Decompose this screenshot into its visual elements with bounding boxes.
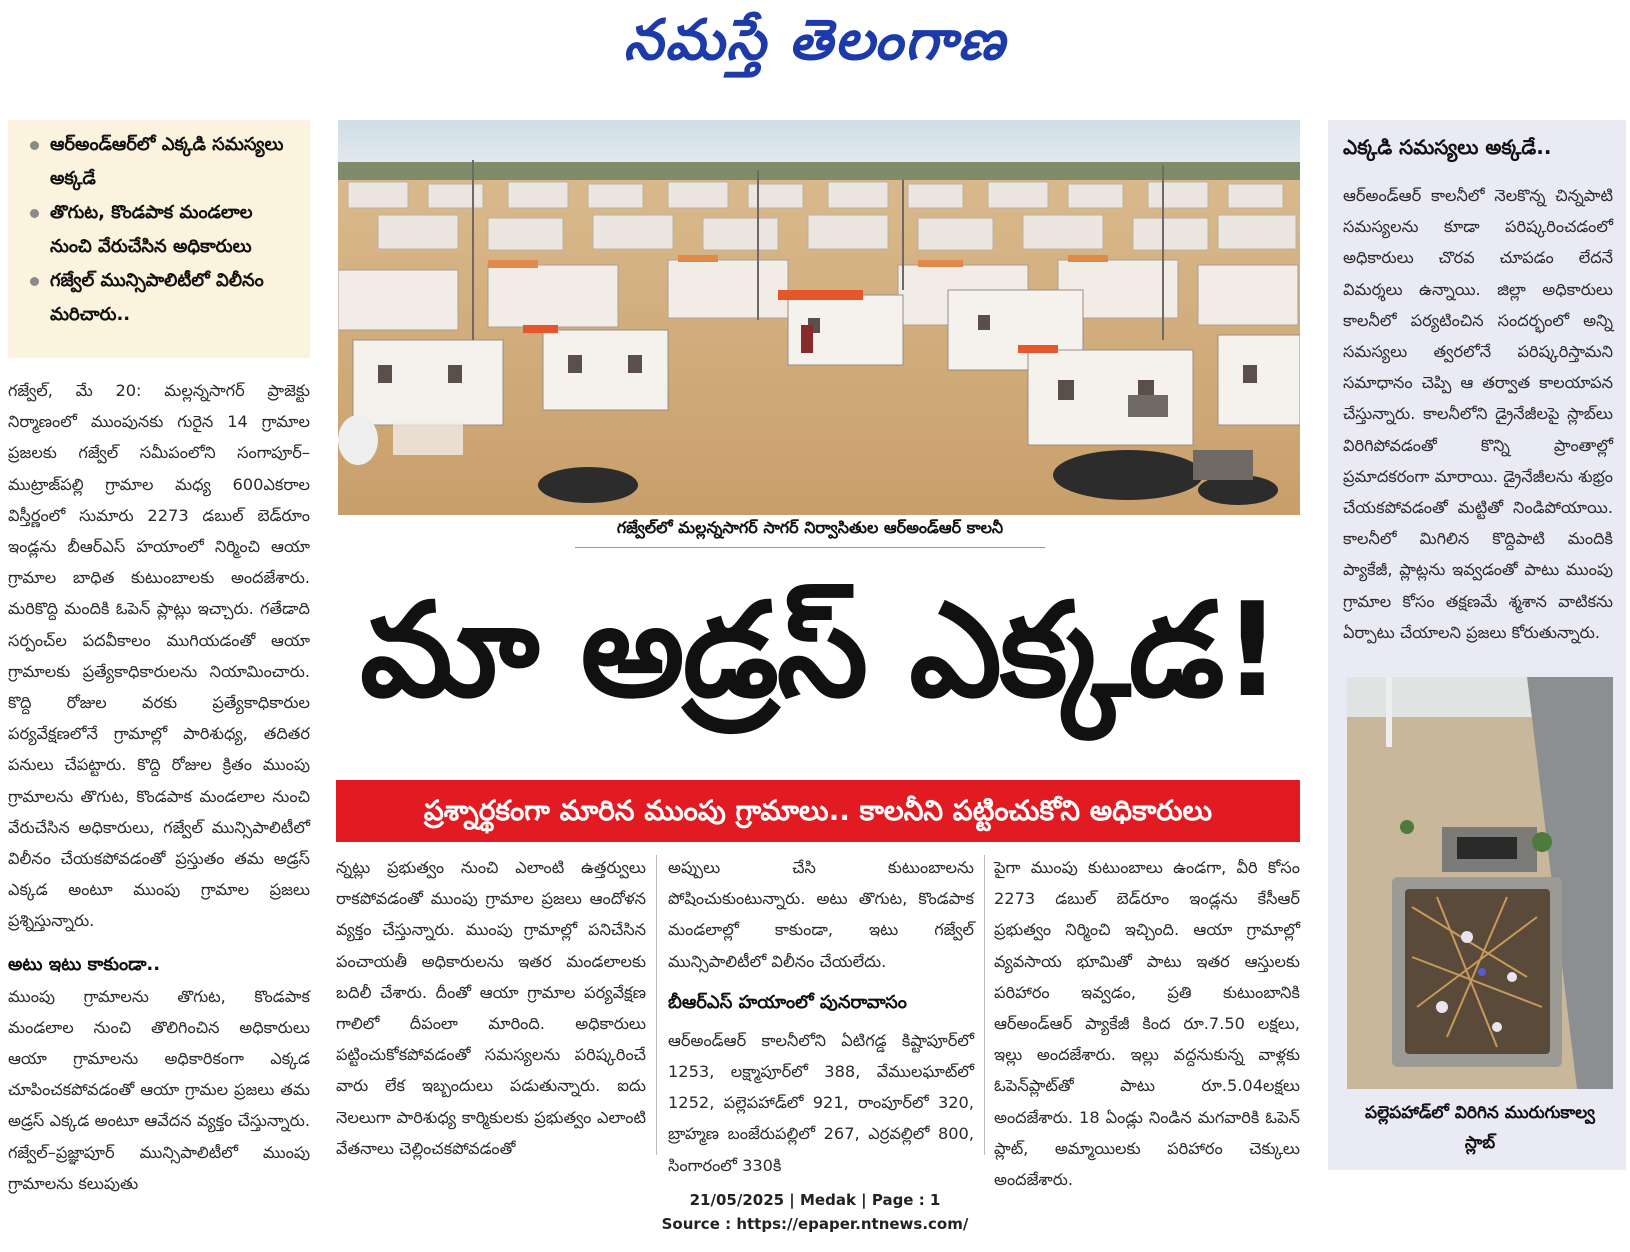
- subheadline-banner: ప్రశ్నార్థకంగా మారిన ముంపు గ్రామాలు.. కాలనీని పట్టించుకోని అధికారులు: [336, 780, 1300, 842]
- article-subhead: అటు ఇటు కాకుండా..: [8, 953, 161, 975]
- source-link[interactable]: Source : https://epaper.ntnews.com/: [661, 1215, 969, 1233]
- highlight-item: గజ్వేల్ మున్సిపాలిటీలో విలీనం మరిచారు..: [30, 264, 300, 332]
- sidebar-heading: ఎక్కడి సమస్యలు అక్కడే..: [1343, 135, 1552, 159]
- article-column-3: [668, 852, 974, 1181]
- edition-info: 21/05/2025 | Medak | Page : 1: [689, 1191, 941, 1209]
- masthead-logo: నమస్తే తెలంగాణ: [623, 8, 1007, 73]
- article-column-1: [8, 375, 310, 1199]
- drain-photo: [1347, 677, 1613, 1089]
- highlight-item: తొగుట, కొండపాక మండలాల నుంచి వేరుచేసిన అధికారులు: [30, 196, 300, 264]
- headline: మా అడ్రస్ ఎక్కడ!: [360, 574, 1280, 726]
- column-divider: [656, 855, 657, 1155]
- colony-photo: [338, 120, 1300, 515]
- article-column-2: న్నట్లు ప్రభుత్వం నుంచి ఎలాంటి ఉత్తర్వులు రాకపోవడంతో ముంపు గ్రామాల ప్రజలు ఆందోళన వ్యక్తం చేస్తున్నారు. ముంపు గ్రామాల్లో పనిచేసిన పంచాయతీ అధికారులను ఇతర మండలాలకు బదిలీ చేశారు. దీంతో ఆయా గ్రామాల పర్యవేక్షణ గాలిలో దీపంలా మారింది. అధికారులు పట్టించుకోకపోవడంతో సమస్యలను పరిష్కరించే వారు లేక ఇబ్బందులు పడుతున్నారు. ఐదు నెలలుగా పారిశుధ్య కార్మికులకు ప్రభుత్వం ఎలాంటి వేతనాలు చెల్లించకపోవడంతో: [336, 858, 646, 1158]
- article-paragraph: గజ్వేల్, మే 20: మల్లన్నసాగర్ ప్రాజెక్టు నిర్మాణంలో ముంపునకు గురైన 14 గ్రామాల ప్రజలకు గజ్వేల్ సమీపంలోని సంగాపూర్–ముట్రాజ్‌పల్లి గ్రామాల మధ్య 600ఎకరాల విస్తీర్ణంలో సుమారు 2273 డబుల్ బెడ్‌రూం ఇండ్లను బీఆర్‌ఎస్ హయాంలో నిర్మించి ఆయా గ్రామాల బాధిత కుటుంబాలకు అందజేశారు. మరికొద్ది మందికి ఓపెన్ ప్లాట్లు ఇచ్చారు. గతేడాది సర్పంచ్‌ల పదవీకాలం ముగియడంతో ఆయా గ్రామాలకు ప్రత్యేకాధికారులను నియామించారు. కొద్ది రోజుల వరకు ప్రత్యేకాధికారుల పర్యవేక్షణలోనే గ్రామాల్లో పారిశుధ్య, తదితర పనులు చేపట్టారు. కొద్ది రోజుల క్రితం ముంపు గ్రామాలను తొగుట, కొండపాక మండలాల నుంచి వేరుచేసిన అధికారులు, గజ్వేల్ మున్సిపాలిటీలో విలీనం చేయకపోవడంతో ప్రస్తుతం తమ అడ్రస్ ఎక్కడ అంటూ ముంపు గ్రామాల ప్రజలు ప్రశ్నిస్తున్నారు.: [8, 381, 310, 931]
- drain-photo-illustration: [1347, 677, 1613, 1089]
- article-subhead: బీఆర్‌ఎస్ హయాంలో పునరావాసం: [668, 991, 907, 1013]
- article-paragraph: ఆర్‌అండ్‌ఆర్ కాలనీలోని ఏటిగడ్డ కిష్టాపూర్‌లో 1253, లక్ష్మాపూర్‌లో 388, వేములఘాట్‌లో 1252, పల్లెపహాడ్‌లో 921, రాంపూర్‌లో 320, బ్రాహ్మణ బంజేరుపల్లిలో 267, ఎర్రవల్లిలో 800, సింగారంలో 330కి: [668, 1030, 974, 1175]
- highlight-item: ఆర్‌అండ్‌ఆర్‌లో ఎక్కడి సమస్యలు అక్కడే: [30, 128, 300, 196]
- article-paragraph: ముంపు గ్రామాలను తొగుట, కొండపాక మండలాల నుంచి తొలిగించిన అధికారులు ఆయా గ్రామాలను అధికారికంగా ఎక్కడ చూపించకపోవడంతో ఆయా గ్రామల ప్రజలు తమ అడ్రస్ ఎక్కడ అంటూ ఆవేదన వ్యక్తం చేస్తున్నారు. గజ్వేల్–ప్రజ్ఞాపూర్ మున్సిపాలిటీలో ముంపు గ్రామాలను కలుపుతు: [8, 986, 310, 1193]
- sidebar-text: ఆర్‌అండ్‌ఆర్ కాలనీలో నెలకొన్న చిన్నపాటి సమస్యలను కూడా పరిష్కరించడంలో అధికారులు చొరవ చూపడం లేదనే విమర్శలు ఉన్నాయి. జిల్లా అధికారులు కాలనీలో పర్యటించిన సందర్భంలో అన్ని సమస్యలు త్వరలోనే పరిష్కరిస్తామని సమాధానం చెప్పి ఆ తర్వాత కాలయాపన చేస్తున్నారు. కాలనీలోని డ్రైనేజీలపై స్లాబ్‌లు విరిగిపోవడంతో కొన్ని ప్రాంతాల్లో ప్రమాదకరంగా మారాయి. డ్రైనేజీలను శుభ్రం చేయకపోవడంతో మట్టితో నిండిపోయాయి. కాలనీలో మిగిలిన కొద్దిపాటి మందికి ప్యాకేజీ, ప్లాట్లను ఇవ్వడంతో పాటు ముంపు గ్రామాల కోసం తక్షణమే శ్మశాన వాటికను ఏర్పాటు చేయాలని ప్రజలు కోరుతున్నారు.: [1343, 186, 1613, 642]
- page-footer: [0, 1188, 1630, 1236]
- drain-photo-caption: పల్లెపహాడ్‌లో విరిగిన మురుగుకాల్వ స్లాబ్: [1365, 1103, 1595, 1153]
- photo-caption: గజ్వేల్‌లో మల్లన్నసాగర్ సాగర్ నిర్వాసితుల ఆర్‌అండ్‌ఆర్ కాలనీ: [575, 518, 1045, 548]
- article-paragraph: అప్పులు చేసి కుటుంబాలను పోషించుకుంటున్నారు. అటు తొగుట, కొండపాక మండలాల్లో కాకుండా, ఇటు గజ్వేల్ మున్సిపాలిటీలో విలీనం చేయలేదు.: [668, 858, 974, 971]
- column-divider: [984, 855, 985, 1155]
- highlights-box: [8, 120, 310, 358]
- article-column-4: పైగా ముంపు కుటుంబాలు ఉండగా, వీరి కోసం 2273 డబుల్ బెడ్‌రూం ఇండ్లను కేసీఆర్ ప్రభుత్వం నిర్మించి ఇచ్చింది. ఆయా గ్రామాల్లో వ్యవసాయ భూమితో పాటు ఇతర ఆస్తులకు పరిహారం ఇవ్వడం, ప్రతి కుటుంబానికి ఆర్‌అండ్‌ఆర్ ప్యాకేజీ కింద రూ.7.50 లక్షలు, ఇల్లు అందజేశారు. ఇల్లు వద్దనుకున్న వాళ్లకు ఓపెన్‌ప్లాట్‌తో పాటు రూ.5.04లక్షలు అందజేశారు. 18 ఏండ్లు నిండిన మగవారికి ఓపెన్ ప్లాట్, అమ్మాయిలకు పరిహారం చెక్కులు అందజేశారు.: [994, 858, 1300, 1190]
- colony-photo-illustration: [338, 120, 1300, 515]
